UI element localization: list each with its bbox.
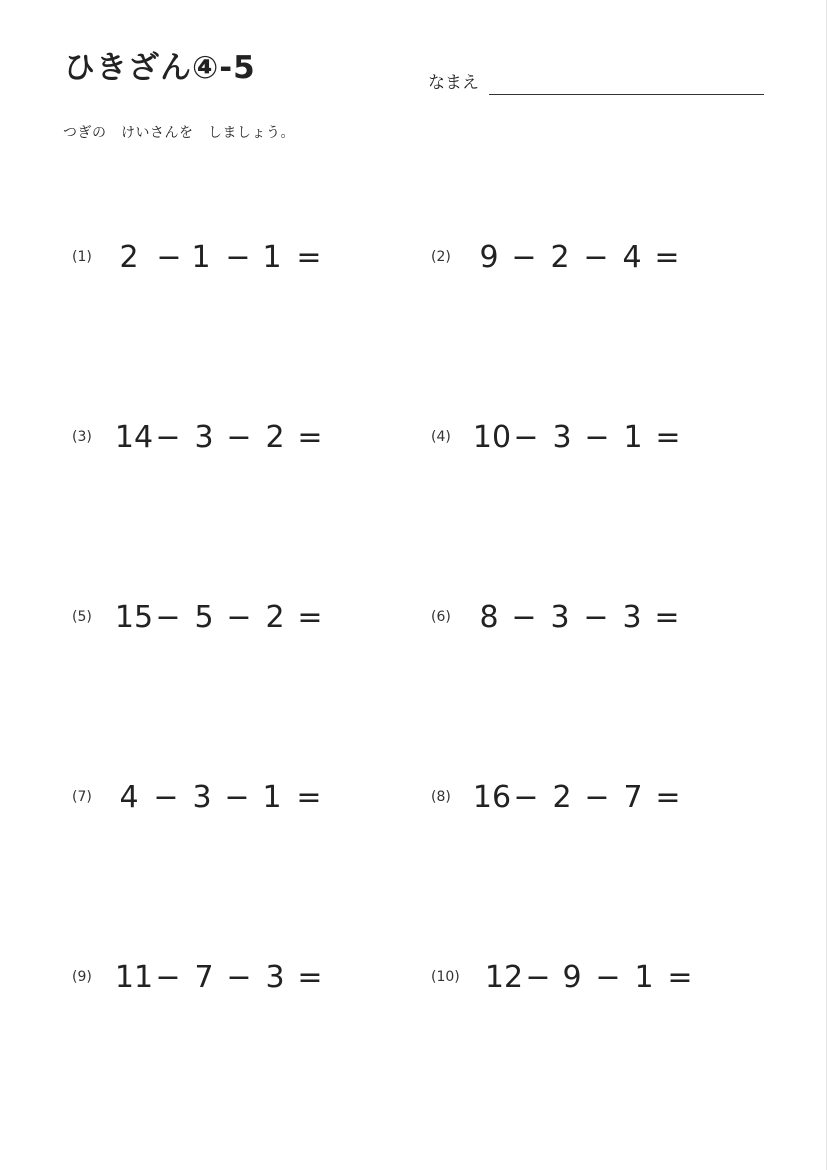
equals-sign: = xyxy=(297,600,323,635)
operand-3: 1 xyxy=(262,240,282,275)
minus-sign: − xyxy=(155,600,181,635)
minus-sign: − xyxy=(595,960,621,995)
minus-sign: − xyxy=(513,420,539,455)
operand-2: 3 xyxy=(194,420,214,455)
operand-3: 1 xyxy=(262,780,282,815)
problem-8 xyxy=(431,778,751,818)
minus-sign: − xyxy=(225,240,251,275)
operand-2: 1 xyxy=(191,240,211,275)
equals-sign: = xyxy=(296,780,322,815)
problem-5 xyxy=(72,598,392,638)
operand-2: 2 xyxy=(552,780,572,815)
operand-3: 7 xyxy=(623,780,643,815)
equals-sign: = xyxy=(667,960,693,995)
problem-9 xyxy=(72,958,392,998)
problem-number: (5) xyxy=(72,609,92,625)
equals-sign: = xyxy=(655,780,681,815)
equals-sign: = xyxy=(655,420,681,455)
equals-sign: = xyxy=(297,420,323,455)
problem-number: (7) xyxy=(72,789,92,805)
minus-sign: − xyxy=(584,420,610,455)
equals-sign: = xyxy=(654,240,680,275)
equals-sign: = xyxy=(654,600,680,635)
minus-sign: − xyxy=(583,240,609,275)
operand-1: 16 xyxy=(472,780,512,815)
operand-2: 3 xyxy=(550,600,570,635)
problem-number: (9) xyxy=(72,969,92,985)
operand-1: 2 xyxy=(119,240,139,275)
minus-sign: − xyxy=(525,960,551,995)
minus-sign: − xyxy=(513,780,539,815)
problem-number: (2) xyxy=(431,249,451,265)
operand-3: 1 xyxy=(634,960,654,995)
operand-2: 5 xyxy=(194,600,214,635)
operand-3: 1 xyxy=(623,420,643,455)
problem-2 xyxy=(431,238,751,278)
operand-1: 9 xyxy=(479,240,499,275)
operand-2: 3 xyxy=(552,420,572,455)
operand-2: 3 xyxy=(192,780,212,815)
operand-1: 4 xyxy=(119,780,139,815)
name-label: なまえ xyxy=(428,73,479,93)
operand-3: 3 xyxy=(265,960,285,995)
minus-sign: − xyxy=(226,600,252,635)
minus-sign: − xyxy=(153,780,179,815)
problem-6 xyxy=(431,598,751,638)
problem-number: (6) xyxy=(431,609,451,625)
operand-3: 4 xyxy=(622,240,642,275)
problem-4 xyxy=(431,418,751,458)
operand-2: 2 xyxy=(550,240,570,275)
operand-1: 8 xyxy=(479,600,499,635)
operand-1: 15 xyxy=(114,600,154,635)
minus-sign: − xyxy=(224,780,250,815)
equals-sign: = xyxy=(297,960,323,995)
minus-sign: − xyxy=(226,960,252,995)
operand-1: 12 xyxy=(484,960,524,995)
problem-number: (4) xyxy=(431,429,451,445)
worksheet-title: ひきざん④-5 xyxy=(64,50,256,86)
minus-sign: − xyxy=(226,420,252,455)
name-field xyxy=(428,66,768,98)
minus-sign: − xyxy=(155,420,181,455)
operand-3: 3 xyxy=(622,600,642,635)
problem-10 xyxy=(431,958,751,998)
minus-sign: − xyxy=(511,240,537,275)
name-write-line[interactable] xyxy=(489,94,764,95)
problem-1 xyxy=(72,238,392,278)
minus-sign: − xyxy=(584,780,610,815)
equals-sign: = xyxy=(296,240,322,275)
problem-number: (8) xyxy=(431,789,451,805)
problem-number: (10) xyxy=(431,969,460,985)
operand-1: 14 xyxy=(114,420,154,455)
minus-sign: − xyxy=(511,600,537,635)
operand-2: 7 xyxy=(194,960,214,995)
minus-sign: − xyxy=(583,600,609,635)
minus-sign: − xyxy=(155,960,181,995)
operand-1: 10 xyxy=(472,420,512,455)
operand-3: 2 xyxy=(265,420,285,455)
operand-2: 9 xyxy=(562,960,582,995)
operand-3: 2 xyxy=(265,600,285,635)
minus-sign: − xyxy=(156,240,182,275)
instruction-text: つぎの けいさんを しましょう。 xyxy=(63,125,295,141)
problem-3 xyxy=(72,418,392,458)
problem-7 xyxy=(72,778,392,818)
problem-number: (3) xyxy=(72,429,92,445)
problem-number: (1) xyxy=(72,249,92,265)
operand-1: 11 xyxy=(114,960,154,995)
